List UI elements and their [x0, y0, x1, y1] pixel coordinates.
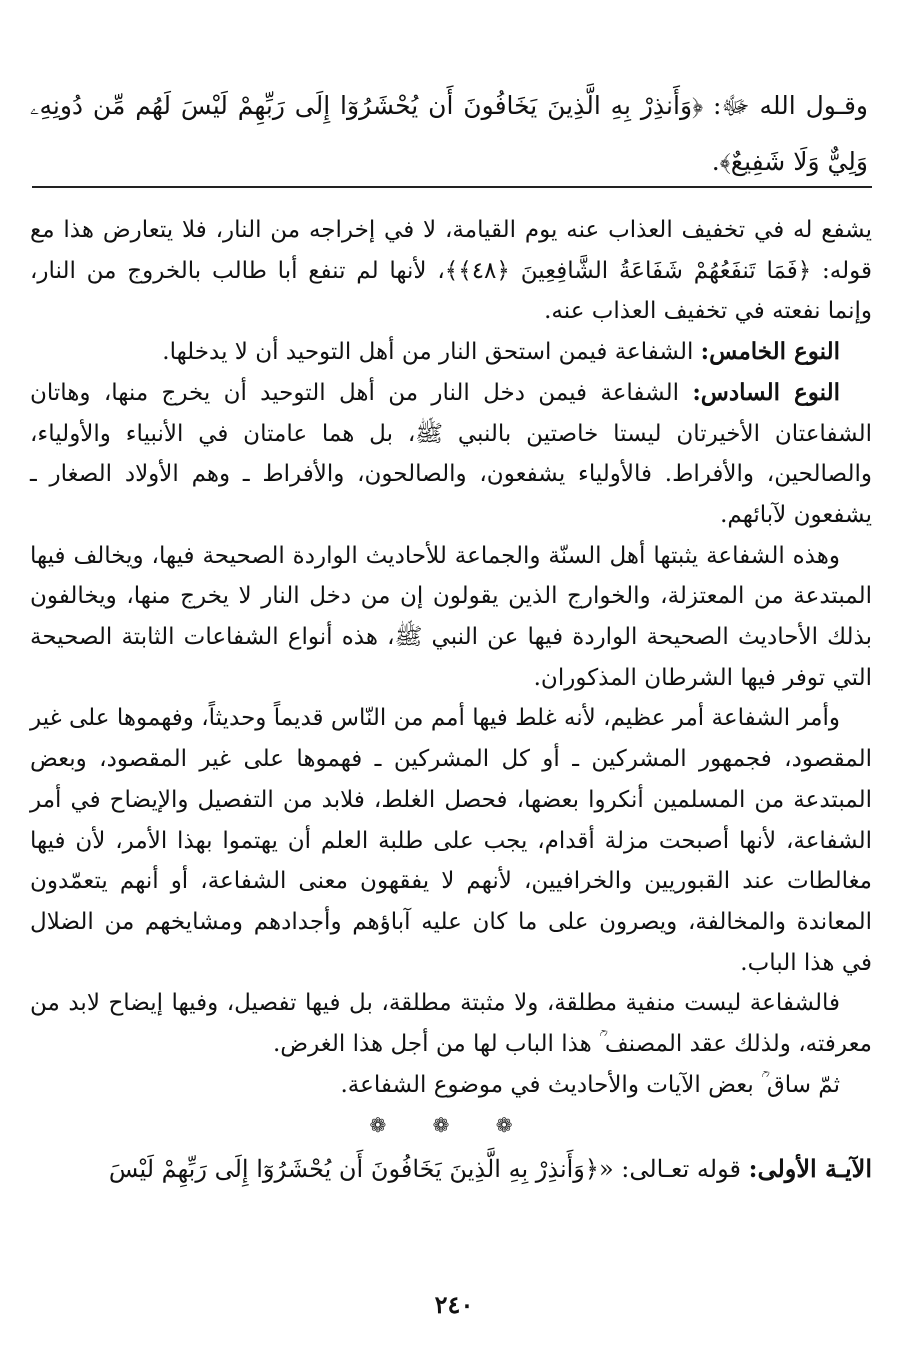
fifth-type-text: الشفاعة فيمن استحق النار من أهل التوحيد أن لا يدخلها.	[162, 339, 701, 366]
paragraph-great-matter: وأمر الشفاعة أمر عظيم، لأنه غلط فيها أمم من النّاس قديماً وحديثاً، وفهموها على غير المقصود، فجمهور المشركين ـ أو كل المشركين ـ فهموها على غير المقصود، وبعض المبتدعة من المسلمين أنكروا بعضها، فحصل الغلط، فلابد من التفصيل والإيضاح في أمر الشفاعة، لأنها أصبحت مزلة أقدام، يجب على طلبة العلم أن يهتموا بهذا الأمر، لأن فيها مغالطات عند القبوريين والخرافيين، لأنهم لا يفقهون معنى الشفاعة، أو أنهم يتعمّدون المعاندة والمخالفة، ويصرون على ما كان عليه آباؤهم وأجدادهم ومشايخهم من الضلال في هذا الباب.	[30, 705, 872, 976]
paragraph-ahl-sunnah: وهذه الشفاعة يثبتها أهل السنّة والجماعة للأحاديث الواردة الصحيحة فيها، ويخالف فيها المبتدعة من المعتزلة، والخوارج الذين يقولون إن من دخل النار لا يخرج منها، ويخالفون بذلك الأحاديث الصحيحة الواردة فيها عن النبي ﷺ، هذه أنواع الشفاعات الثابتة الصحيحة التي توفر فيها الشرطان المذكوران.	[30, 542, 872, 691]
page-number: ٢٤٠	[434, 1290, 474, 1319]
header-quran-verse	[30, 78, 868, 190]
first-verse-text: قوله تعـالى: «﴿وَأَنذِرْ بِهِ الَّذِينَ يَخَافُونَ أَن يُحْشَرُوٓا إِلَى رَبِّهِمْ لَيْسَ	[108, 1155, 749, 1184]
first-verse-label: الآيـة الأولى:	[748, 1154, 872, 1184]
fifth-type-label: النوع الخامس:	[700, 338, 840, 366]
sixth-type-text: الشفاعة فيمن دخل النار من أهل التوحيد أن يخرج منها، وهاتان الشفاعتان الأخيرتان ليستا خاصتين بالنبي ﷺ، بل هما عامتان في الأنبياء والأولياء، والصالحين، والأفراط. فالأولياء يشفعون، والصالحون، والأفراط ـ وهم الأولاد الصغار ـ يشفعون لآبائهم.	[30, 379, 872, 528]
section-divider-ornaments: ❁ ❁ ❁	[369, 1113, 533, 1138]
paragraph-verses-intro: ثمّ ساق ؒ بعض الآيات والأحاديث في موضوع الشفاعة.	[340, 1071, 840, 1098]
paragraph-first-verse	[30, 1145, 872, 1193]
footnote-separator-line	[32, 186, 872, 188]
paragraph-intercession-abu-talib: يشفع له في تخفيف العذاب عنه يوم القيامة، لا في إخراجه من النار، فلا يتعارض هذا مع قوله: ﴿فَمَا تَنفَعُهُمْ شَفَاعَةُ الشَّافِعِينَ ﴿٤٨﴾﴾، لأنها لم تنفع أبا طالب بالخروج من النار، وإنما نفعته في تخفيف العذاب عنه.	[30, 217, 873, 325]
paragraph-sixth-type	[30, 373, 872, 536]
header-verse-text: وقـول الله ﷻ: ﴿وَأَنذِرْ بِهِ الَّذِينَ يَخَافُونَ أَن يُحْشَرُوٓا إِلَى رَبِّهِمْ لَيْسَ لَهُم مِّن دُونِهِۦ وَلِيٌّ وَلَا شَفِيعٌ﴾.	[30, 91, 868, 176]
paragraph-fifth-type	[30, 332, 872, 373]
commentary-body	[30, 210, 872, 1193]
sixth-type-label: النوع السادس:	[692, 378, 841, 406]
paragraph-not-absolute: فالشفاعة ليست منفية مطلقة، ولا مثبتة مطلقة، بل فيها تفصيل، وفيها إيضاح لابد من معرفته، ولذلك عقد المصنف ؒ هذا الباب لها من أجل هذا الغرض.	[30, 990, 872, 1058]
